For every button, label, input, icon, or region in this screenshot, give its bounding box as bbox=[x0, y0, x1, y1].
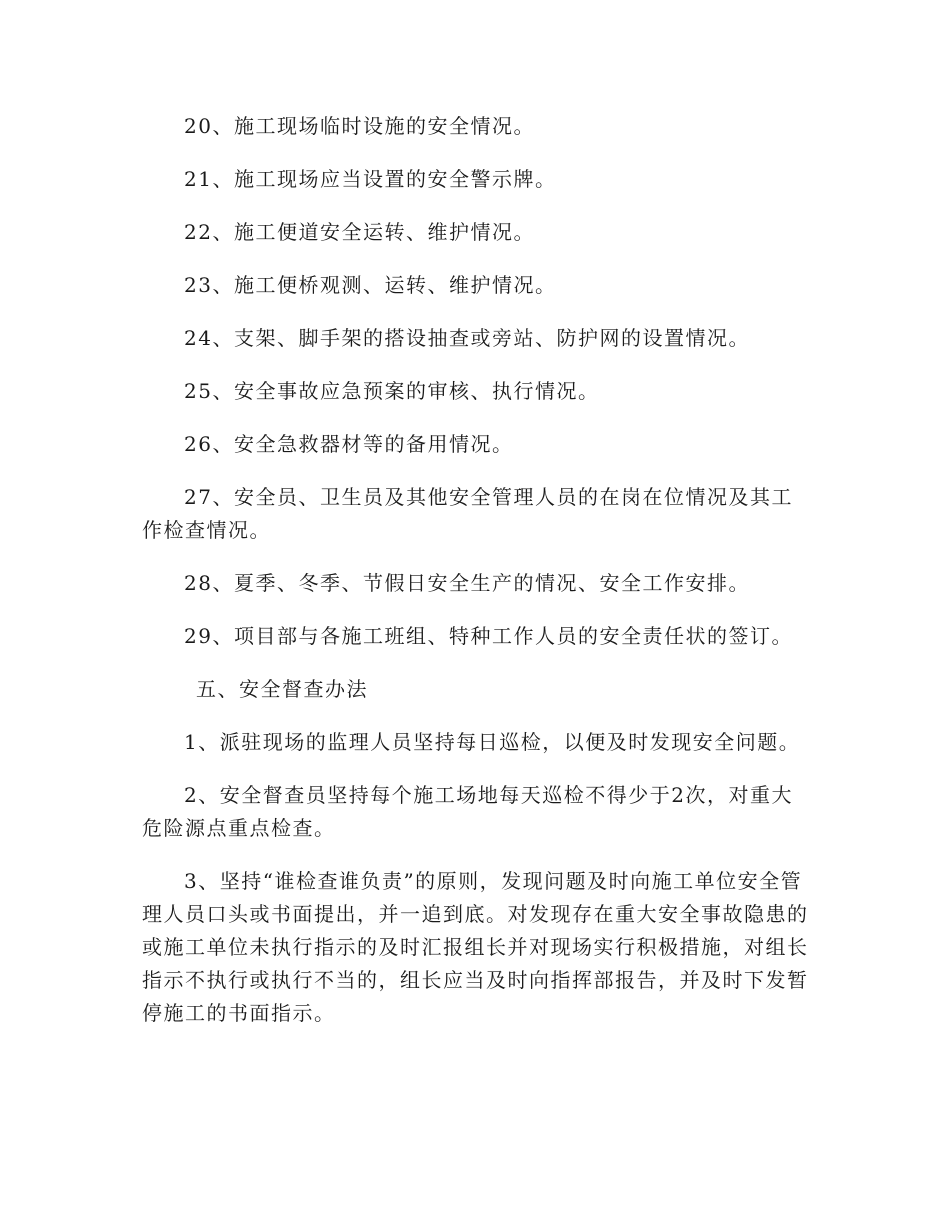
list-item: 1、派驻现场的监理人员坚持每日巡检，以便及时发现安全问题。 bbox=[184, 730, 801, 754]
list-item: 29、项目部与各施工班组、特种工作人员的安全责任状的签订。 bbox=[184, 624, 793, 648]
list-item: 27、安全员、卫生员及其他安全管理人员的在岗在位情况及其工作检查情况。 bbox=[142, 485, 793, 542]
list-item: 2、安全督查员坚持每个施工场地每天巡检不得少于2次，对重大危险源点重点检查。 bbox=[142, 783, 793, 840]
list-item: 28、夏季、冬季、节假日安全生产的情况、安全工作安排。 bbox=[184, 571, 750, 595]
list-item: 22、施工便道安全运转、维护情况。 bbox=[184, 220, 535, 244]
list-item: 23、施工便桥观测、运转、维护情况。 bbox=[184, 273, 557, 297]
section-heading: 五、安全督查办法 bbox=[196, 677, 368, 701]
list-item: 25、安全事故应急预案的审核、执行情况。 bbox=[184, 379, 600, 403]
list-item: 24、支架、脚手架的搭设抽查或旁站、防护网的设置情况。 bbox=[184, 326, 750, 350]
list-item: 3、坚持“谁检查谁负责”的原则，发现问题及时向施工单位安全管理人员口头或书面提出，并一追到底。对发现存在重大安全事故隐患的或施工单位未执行指示的及时汇报组长并对现场实行积极措施，对组长指示不执行或执行不当的，组长应当及时向指挥部报告，并及时下发暂停施工的书面指示。 bbox=[142, 869, 809, 1025]
list-item: 26、安全急救器材等的备用情况。 bbox=[184, 432, 514, 456]
list-item: 20、施工现场临时设施的安全情况。 bbox=[184, 114, 535, 138]
list-item: 21、施工现场应当设置的安全警示牌。 bbox=[184, 167, 557, 191]
